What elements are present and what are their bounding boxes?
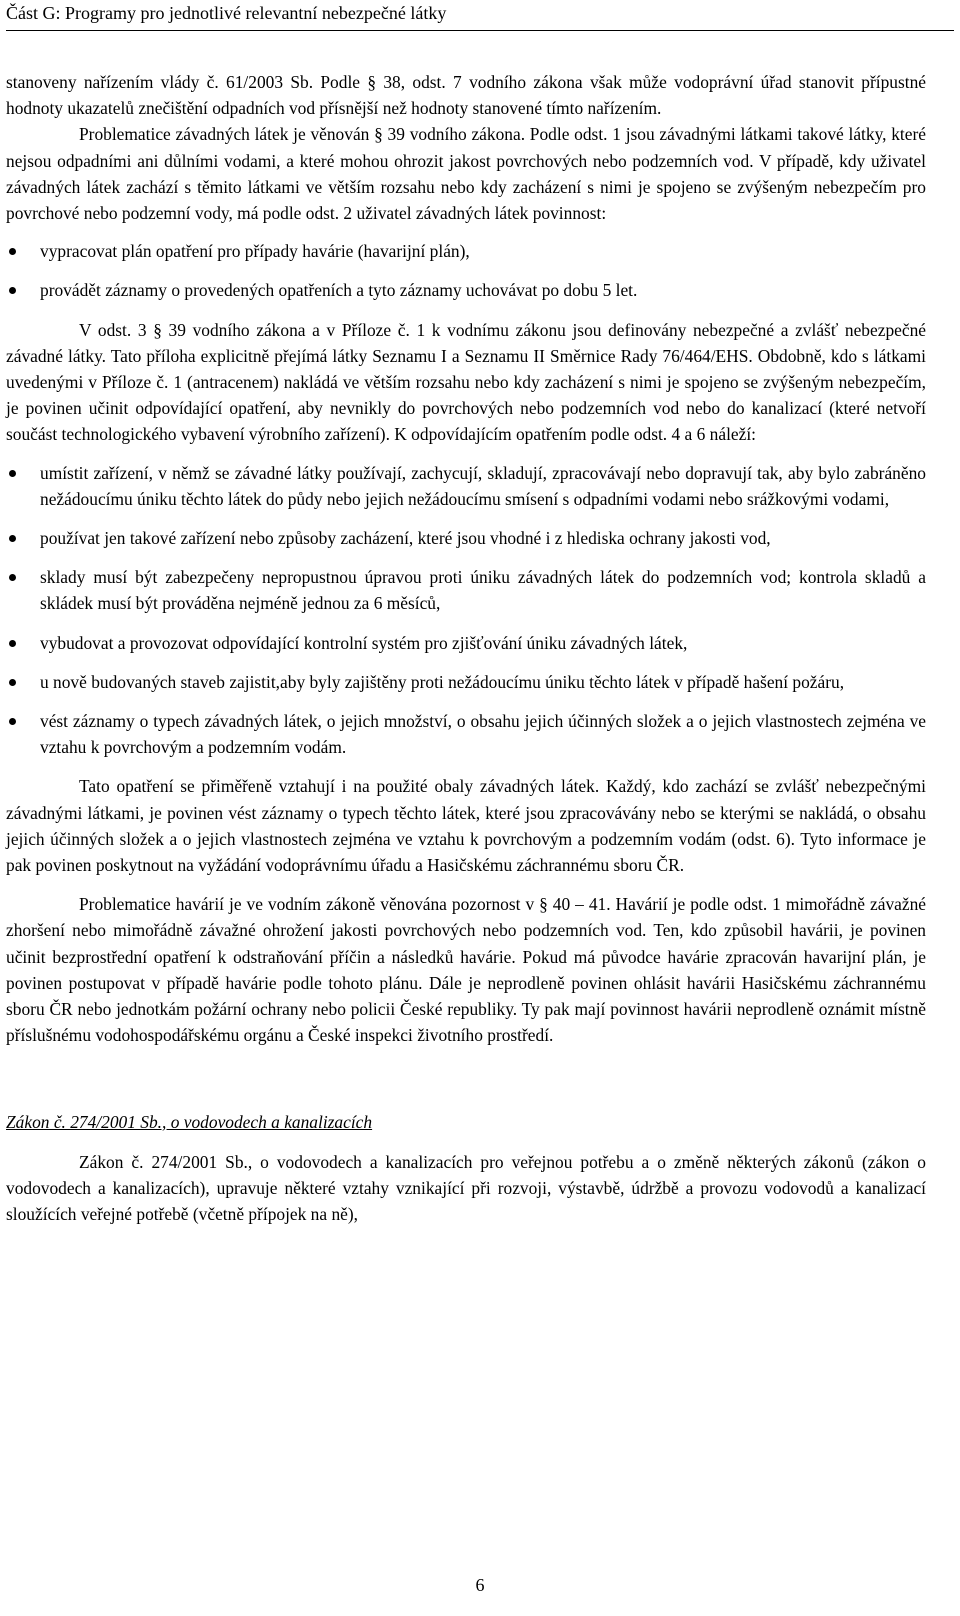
user-obligations-list: [6, 238, 926, 303]
running-header: Část G: Programy pro jednotlivé relevantní nebezpečné látky: [6, 2, 954, 31]
bullet-icon: [9, 679, 16, 686]
bullet-icon: [9, 718, 16, 725]
section-heading: Zákon č. 274/2001 Sb., o vodovodech a kanalizacích: [6, 1111, 373, 1132]
paragraph-annex-substances: V odst. 3 § 39 vodního zákona a v Příloze č. 1 k vodnímu zákonu jsou definovány nebezpečné a zvlášť nebezpečné závadné látky. Tato příloha explicitně přejímá látky Seznamu I a Seznamu II Směrnice Rady 76/464/EHS. Obdobně, kdo s látkami uvedenými v Příloze č. 1 (antracenem) nakládá ve větším rozsahu nebo kdy zacházení s nimi je spojeno se zvýšeným nebezpečím, je povinen učinit odpovídající opatření, aby nevnikly do povrchových nebo podzemních vod nebo do kanalizací (které netvoří součást technologického vybavení výrobního zařízení). K odpovídajícím opatřením podle odst. 4 a 6 náleží:: [6, 319, 926, 445]
list-item: [6, 669, 926, 695]
page-number: 6: [475, 1575, 485, 1595]
document-body: [6, 69, 926, 1227]
measures-list: [6, 460, 926, 761]
list-item: [6, 238, 926, 264]
paragraph-hazardous-substances: Problematice závadných látek je věnován § 39 vodního zákona. Podle odst. 1 jsou závadnými látkami takové látky, které nejsou odpadními ani důlními vodami, a které mohou ohrozit jakost povrchových nebo podzemních vod. V případě, kdy uživatel závadných látek zachází s těmito látkami ve větším rozsahu nebo kdy zacházení s nimi je spojeno se zvýšeným nebezpečím pro povrchové nebo podzemní vody, má podle odst. 2 uživatel závadných látek povinnost:: [6, 124, 926, 224]
list-item-text: umístit zařízení, v němž se závadné látky používají, zachycují, skladují, zpracovávají nebo dopravují tak, aby bylo zabráněno nežádoucímu úniku těchto látek do půdy nebo jejich nežádoucímu smísení s odpadními vodami nebo srážkovými vodami,: [40, 462, 926, 509]
list-item-text: vybudovat a provozovat odpovídající kontrolní systém pro zjišťování úniku závadných látek,: [40, 632, 688, 653]
list-item: [6, 460, 926, 512]
bullet-icon: [9, 640, 16, 647]
list-item-text: provádět záznamy o provedených opatřeních a tyto záznamy uchovávat po dobu 5 let.: [40, 280, 638, 301]
list-item: [6, 564, 926, 616]
list-item-text: vést záznamy o typech závadných látek, o jejich množství, o obsahu jejich účinných složek a o jejich vlastnostech zejména ve vztahu k povrchovým a podzemním vodám.: [40, 711, 926, 758]
bullet-icon: [9, 535, 16, 542]
paragraph-packaging: Tato opatření se přiměřeně vztahují i na použité obaly závadných látek. Každý, kdo zachází se zvlášť nebezpečnými závadnými látkami, je povinen vést záznamy o typech těchto látek, které jsou zpracovávány nebo se kterými se nakládá, o obsahu jejich účinných složek a o jejich vlastnostech zejména ve vztahu k povrchovým a podzemním vodám (odst. 6). Tyto informace je pak povinen poskytnout na vyžádání vodoprávnímu úřadu a Hasičskému záchrannému sboru ČR.: [6, 776, 926, 876]
bullet-icon: [9, 574, 16, 581]
list-item: [6, 630, 926, 656]
list-item: [6, 525, 926, 551]
list-item-text: sklady musí být zabezpečeny nepropustnou úpravou proti úniku závadných látek do podzemních vod; kontrola skladů a skládek musí být prováděna nejméně jednou za 6 měsíců,: [40, 567, 926, 614]
paragraph-continuation: stanoveny nařízením vlády č. 61/2003 Sb. Podle § 38, odst. 7 vodního zákona však může vodoprávní úřad stanovit přípustné hodnoty ukazatelů znečištění odpadních vod přísnější než hodnoty stanovené tímto nařízením.: [6, 72, 926, 119]
list-item-text: používat jen takové zařízení nebo způsoby zacházení, které jsou vhodné i z hlediska ochrany jakosti vod,: [40, 528, 771, 549]
list-item: [6, 277, 926, 303]
list-item: [6, 708, 926, 760]
bullet-icon: [9, 287, 16, 294]
paragraph-water-act: Zákon č. 274/2001 Sb., o vodovodech a kanalizacích pro veřejnou potřebu a o změně některých zákonů (zákon o vodovodech a kanalizacích), upravuje některé vztahy vznikající při rozvoji, výstavbě, údržbě a provozu vodovodů a kanalizací sloužících veřejné potřebě (včetně přípojek na ně),: [6, 1151, 926, 1225]
bullet-icon: [9, 470, 16, 477]
list-item-text: u nově budovaných staveb zajistit,aby byly zajištěny proti nežádoucímu úniku těchto látek v případě hašení požáru,: [40, 671, 845, 692]
paragraph-accidents: Problematice havárií je ve vodním zákoně věnována pozornost v § 40 – 41. Havárií je podle odst. 1 mimořádně závažné zhoršení nebo mimořádně závažné ohrožení jakosti povrchových nebo podzemních vod. Ten, kdo způsobil havárii, je povinen učinit bezprostřední opatření k odstraňování příčin a následků havárie. Pokud má původce havárie zpracován havarijní plán, je povinen postupovat v případě havárie podle tohoto plánu. Dále je neprodleně povinen ohlásit havárii Hasičskému záchrannému sboru ČR nebo jednotkám požární ochrany nebo policii České republiky. Ty pak mají povinnost havárii neprodleně oznámit místně příslušnému vodohospodářskému orgánu a České inspekci životního prostředí.: [6, 894, 926, 1046]
list-item-text: vypracovat plán opatření pro případy havárie (havarijní plán),: [40, 241, 470, 262]
bullet-icon: [9, 248, 16, 255]
